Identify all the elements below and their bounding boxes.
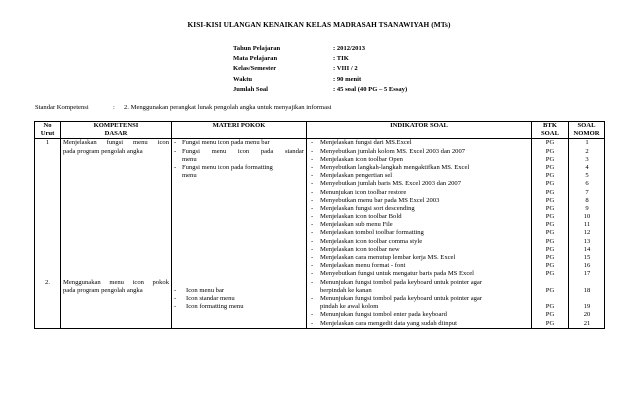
- document-title: KISI-KISI ULANGAN KENAIKAN KELAS MADRASAH TSANAWIYAH (MTs): [187, 20, 451, 29]
- info-row-kelas: [233, 64, 407, 74]
- indikator-item: - Menyebutkan langkah-langkah mengaktifkan MS. Excel: [309, 164, 529, 172]
- row-no: 1 2.: [35, 139, 61, 327]
- standar-kompetensi: [35, 104, 331, 111]
- materi-item: - Icon menu bar: [174, 287, 304, 295]
- row-btk: PG PG PG PG PG PG PG PG PG PG PG PG PG PG PG PG PG PG PG PG PG: [532, 139, 569, 327]
- info-value: : TIK: [333, 55, 349, 63]
- indikator-item: - Menyebutkan jumlah kolom MS. Excel 2003 dan 2007: [309, 148, 529, 156]
- kisi-table: [34, 121, 605, 329]
- indikator-item: - Menunjukan icon toolbar restore: [309, 189, 529, 197]
- row-kompetensi: Menjelaskan fungsi menu icon pada program pengolah angka Menggunakan menu icon pokok pada program pengolah angka: [61, 139, 172, 327]
- indikator-item: - Menjelaskan sub menu File: [309, 221, 529, 229]
- info-value: : VIII / 2: [333, 65, 358, 73]
- indikator-item: - Menjelaskan menu format - font: [309, 262, 529, 270]
- table-header-row: [35, 122, 605, 139]
- info-row-waktu: [233, 75, 407, 85]
- indikator-item: - Menjelaskan icon toolbar Open: [309, 156, 529, 164]
- indikator-item: - Menyebutkan jumlah baris MS. Excel 2003 dan 2007: [309, 180, 529, 188]
- materi-item: - Icon formatting menu: [174, 303, 304, 311]
- info-label: Waktu: [233, 75, 253, 83]
- info-value: : 90 menit: [333, 75, 362, 83]
- table-row: [35, 139, 605, 328]
- indikator-item: - Menjelaskan cara mengedit data yang sudah diinput: [309, 320, 529, 328]
- materi-item: - Fungsi menu icon pada menu bar: [174, 139, 304, 147]
- indikator-item: - Menunjukan fungsi tombol pada keyboard untuk pointer agar: [309, 279, 529, 287]
- header-materi: MATERI POKOK: [172, 122, 307, 139]
- indikator-item: - Menunjukan fungsi tombol enter pada keyboard: [309, 311, 529, 319]
- row-materi: - Fungsi menu icon pada menu bar - Fungsi menu icon pada standar menu - Fungsi menu icon pada formatting menu - Icon menu bar - Icon standar menu - Icon formatting menu: [172, 139, 307, 327]
- materi-item: - Fungsi menu icon pada formatting: [174, 164, 304, 172]
- indikator-item: - Menjelaskan pengertian sel: [309, 172, 529, 180]
- indikator-item: - Menyebutkan fungsi untuk mengatur baris pada MS Excel: [309, 270, 529, 278]
- indikator-item: - Menjelaskan icon toolbar comma style: [309, 238, 529, 246]
- indikator-item: - Menjelaskan icon toolbar Bold: [309, 213, 529, 221]
- info-label: Mata Pelajaran: [233, 55, 278, 63]
- standar-label: Standar Kompetensi: [35, 104, 89, 111]
- materi-item: - Fungsi menu icon pada standar: [174, 148, 304, 156]
- info-row-mapel: [233, 54, 407, 64]
- header-nomor: SOAL NOMOR: [569, 122, 605, 139]
- indikator-item: - Menjelaskan cara menutup lembar kerja MS. Excel: [309, 254, 529, 262]
- info-value: : 45 soal (40 PG – 5 Essay): [333, 85, 408, 93]
- materi-item: - Icon standar menu: [174, 295, 304, 303]
- info-label: Tahun Pelajaran: [233, 45, 281, 52]
- indikator-item: - Menjelaskan tombol toolbar formatting: [309, 229, 529, 237]
- indikator-item: - Menjelaskan icon toolbar new: [309, 246, 529, 254]
- indikator-item: - Menyebutkan menu bar pada MS Excel 2003: [309, 197, 529, 205]
- row-indikator: - Menjelaskan fungsi dari MS.Excel - Menyebutkan jumlah kolom MS. Excel 2003 dan 2007 - Menjelaskan icon toolbar Open - Menyebutkan langkah-langkah mengaktifkan MS. Excel - Menjelaskan pengertian sel - Menyebutkan jumlah baris MS. Excel 2003 dan 2007 - Menunjukan icon toolbar restore - Menyebutkan menu bar pada MS Excel 2003 - Menjelaskan fungsi sort descending - Menjelaskan icon toolbar Bold - Menjelaskan sub menu File - Menjelaskan tombol toolbar formatting - Menjelaskan icon toolbar comma style - Menjelaskan icon toolbar new - Menjelaskan cara menutup lembar kerja MS. Excel - Menjelaskan menu format - font - Menyebutkan fungsi untuk mengatur baris pada MS Excel - Menunjukan fungsi tombol pada keyboard untuk pointer agar berpindah ke kanan - Menunjukan fungsi tombol pada keyboard untuk pointer agar pindah ke awal kolom - Menunjukan fungsi tombol enter pada keyboard - Menjelaskan cara mengedit data yang sudah diinput: [307, 139, 532, 327]
- row-nomor: 1 2 3 4 5 6 7 8 9 10 11 12 13 14 15 16 17 18 19 20 21: [583, 139, 591, 327]
- header-indikator: INDIKATOR SOAL: [307, 122, 532, 139]
- indikator-item: - Menjelaskan fungsi dari MS.Excel: [309, 139, 529, 147]
- standar-value: 2. Menggunakan perangkat lunak pengolah angka untuk menyajikan informasi: [124, 104, 332, 111]
- standar-separator: :: [113, 104, 115, 111]
- info-value: : 2012/2013: [333, 45, 366, 52]
- indikator-item: - Menunjukan fungsi tombol pada keyboard untuk pointer agar: [309, 295, 529, 303]
- header-kompetensi: KOMPETENSI DASAR: [61, 122, 172, 139]
- exam-info: [233, 44, 407, 95]
- info-row-tahun: [233, 44, 407, 54]
- info-label: Jumlah Soal: [233, 85, 268, 93]
- info-row-jumlah: [233, 85, 407, 95]
- header-btk: BTK SOAL: [532, 122, 569, 139]
- indikator-item: - Menjelaskan fungsi sort descending: [309, 205, 529, 213]
- info-label: Kelas/Semester: [233, 65, 277, 73]
- header-no: No Urut: [35, 122, 61, 139]
